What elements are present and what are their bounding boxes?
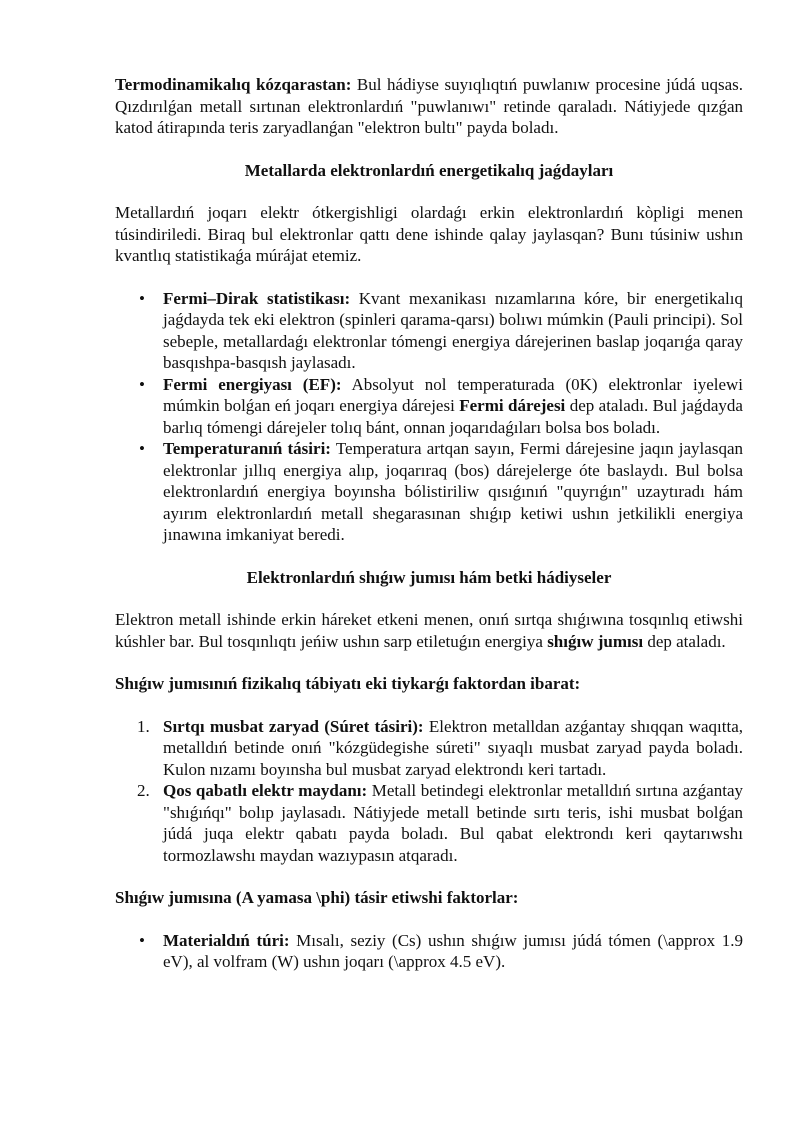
list-item-text: Mısalı, seziy (Cs) ushın shıǵıw jumısı júdá tómen (\approx 1.9 eV), al volfram (W) ushın joqarı (\approx 4.5 eV). xyxy=(163,930,743,971)
section-heading-energy-states: Metallarda elektronlardıń energetikalıq jaǵdayları xyxy=(244,160,614,180)
bullet-list-fermi xyxy=(115,288,743,546)
subheading-text: Shıǵıw jumısınıń fizikalıq tábiyatı eki tiykarǵı faktordan ibarat: xyxy=(115,674,581,693)
paragraph-work-function xyxy=(115,609,743,652)
subheading-text: Shıǵıw jumısına (A yamasa \phi) tásir etiwshi faktorlar: xyxy=(115,888,519,907)
list-item-text: Temperatura artqan sayın, Fermi dárejesine jaqın jaylasqan elektronlar jıllıq energiya alıp, joqarıraq (bos) dárejelerge óte baslaydı. Bul bolsa elektronlardıń energiya boyınsha bólistiriliw qısıǵınıń "quyrıǵın" uzaytıradı hám ayırım elektronlardıń metall shegarasınan shıǵıp ketiwi ushın jetkilikli energiya jınawına imkaniyat beredi. xyxy=(163,439,743,544)
list-item xyxy=(163,780,743,866)
list-item-term: Materialdıń túri: xyxy=(163,930,290,950)
subheading-physical-nature xyxy=(115,673,743,695)
list-item-term: Fermi energiyası (EF): xyxy=(163,374,342,394)
intro-paragraph xyxy=(115,74,743,139)
numbered-list-factors xyxy=(115,716,743,867)
paragraph-text: dep ataladı. xyxy=(643,631,726,651)
list-item-term: Temperaturanıń tásiri: xyxy=(163,439,331,458)
list-item-term: Sırtqı musbat zaryad (Súret tásiri): xyxy=(163,716,424,736)
term-emphasis: shıǵıw jumısı xyxy=(547,631,644,651)
list-item-emphasis: Fermi dárejesi xyxy=(459,396,566,415)
list-item xyxy=(163,438,743,546)
list-item xyxy=(163,288,743,374)
list-item xyxy=(163,374,743,439)
list-item xyxy=(163,716,743,781)
paragraph-metals: Metallardıń joqarı elektr ótkergishligi olardaǵı erkin elektronlardıń kòpligi menen túsindiriledi. Biraq bul elektronlar qattı dene ishinde qalay jaylasqan? Bunı túsiniw ushın kvantlıq statistikaǵa múrájat etemiz. xyxy=(115,203,743,265)
list-item-text: Kvant mexanikası nızamlarına kóre, bir energetikalıq jaǵdayda tek eki elektron (spinleri qarama-qarsı) bolıwı múmkin (Pauli principi). Sol sebeple, metallardaǵı elektronlar tómengi energiya dárejerinen baslap joqarıǵa qaray basqıshpa-basqısh jaylasadı. xyxy=(163,288,743,372)
section-heading-work-function: Elektronlardıń shıǵıw jumısı hám betki hádiyseler xyxy=(246,567,612,587)
bullet-list-materials xyxy=(115,930,743,973)
list-item-term: Fermi–Dirak statistikası: xyxy=(163,288,351,308)
list-item-term: Qos qabatlı elektr maydanı: xyxy=(163,781,368,800)
list-item xyxy=(163,930,743,973)
list-item-text: Metall betindegi elektronlar metalldıń sırtına azǵantay "shıǵıńqı" bolıp jaylasadı. Nátiyjede metall betinde sırtı teris, ishi musbat bolǵan júdá juqa elektr qabatı payda boladı. Bul qabat elektrondı keri qaytarıwshı tormozlawshı maydan wazıypasın atqaradı. xyxy=(163,781,743,865)
list-item-text: Elektron metalldan azǵantay shıqqan waqıtta, metalldıń betinde onıń "kózgüdegishe súreti" sıyaqlı musbat zaryad payda boladı. Kulon nızamı boyınsha bul musbat zaryad elektrondı keri tartadı. xyxy=(163,716,743,779)
subheading-influencing-factors xyxy=(115,887,743,909)
term-label: Termodinamikalıq kózqarastan: xyxy=(115,75,352,94)
list-item-text: Absolyut nol temperaturada (0K) elektronlar iyelewi múmkin bolǵan eń joqarı energiya dárejesi xyxy=(163,374,744,415)
paragraph-text: Bul hádiyse suyıqlıqtıń puwlanıw procesine júdá uqsas. Qızdırılǵan metall sırtınan elektronlardıń "puwlanıwı" retinde qaraladı. Nátiyjede qızǵan katod átirapında teris zaryadlanǵan "elektron bultı" payda boladı. xyxy=(115,75,743,137)
paragraph-text: Elektron metall ishinde erkin háreket etkeni menen, onıń sırtqa shıǵıwına tosqınlıq etiwshi kúshler bar. Bul tosqınlıqtı jeńiw ushın sarp etiletuǵın energiya xyxy=(115,610,743,651)
list-item-text: dep ataladı. Bul jaǵdayda barlıq tómengi dárejeler tolıq bánt, onnan joqarıdaǵıları bolsa bos boladı. xyxy=(163,396,743,437)
